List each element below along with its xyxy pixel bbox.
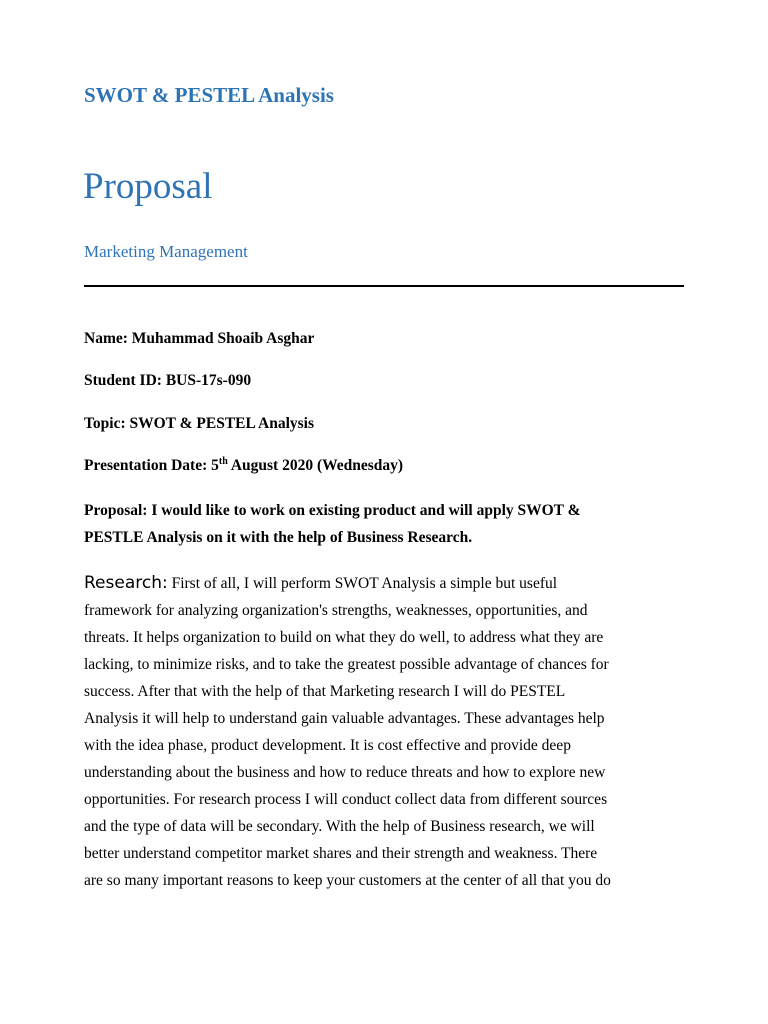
proposal-line: PESTLE Analysis on it with the help of Business Research. xyxy=(84,529,473,546)
research-line: framework for analyzing organization's strengths, weaknesses, opportunities, and xyxy=(84,602,588,619)
research-line: and the type of data will be secondary. With the help of Business research, we will xyxy=(84,818,595,835)
research-line: success. After that with the help of that Marketing research I will do PESTEL xyxy=(84,683,566,700)
research-label: Research: xyxy=(84,573,168,593)
horizontal-rule xyxy=(84,285,684,287)
student-name: Name: Muhammad Shoaib Asghar xyxy=(84,330,315,347)
proposal-paragraph xyxy=(84,497,684,551)
student-id: Student ID: BUS-17s-090 xyxy=(84,372,252,389)
research-line: with the idea phase, product development. It is cost effective and provide deep xyxy=(84,737,571,754)
research-line: are so many important reasons to keep your customers at the center of all that you do xyxy=(84,872,611,889)
research-paragraph xyxy=(84,570,694,894)
research-first-line-text: First of all, I will perform SWOT Analysis a simple but useful xyxy=(167,575,558,592)
presentation-date-suffix: August 2020 (Wednesday) xyxy=(227,457,404,474)
document-subject: SWOT & PESTEL Analysis xyxy=(84,83,334,107)
research-line: lacking, to minimize risks, and to take the greatest possible advantage of chances for xyxy=(84,656,609,673)
presentation-date-prefix: Presentation Date: 5 xyxy=(84,457,219,474)
research-first-line xyxy=(84,570,694,597)
research-line: Analysis it will help to understand gain valuable advantages. These advantages help xyxy=(84,710,605,727)
presentation-date xyxy=(84,457,403,475)
topic: Topic: SWOT & PESTEL Analysis xyxy=(84,415,315,432)
research-line: threats. It helps organization to build on what they do well, to address what they are xyxy=(84,629,604,646)
presentation-date-ordinal: th xyxy=(218,455,228,467)
research-line: understanding about the business and how to reduce threats and how to explore new xyxy=(84,764,606,781)
course-name: Marketing Management xyxy=(84,242,248,261)
proposal-line: Proposal: I would like to work on existing product and will apply SWOT & xyxy=(84,502,581,519)
research-line: better understand competitor market shares and their strength and weakness. There xyxy=(84,845,598,862)
document-title: Proposal xyxy=(83,166,213,207)
research-line: opportunities. For research process I will conduct collect data from different sources xyxy=(84,791,608,808)
